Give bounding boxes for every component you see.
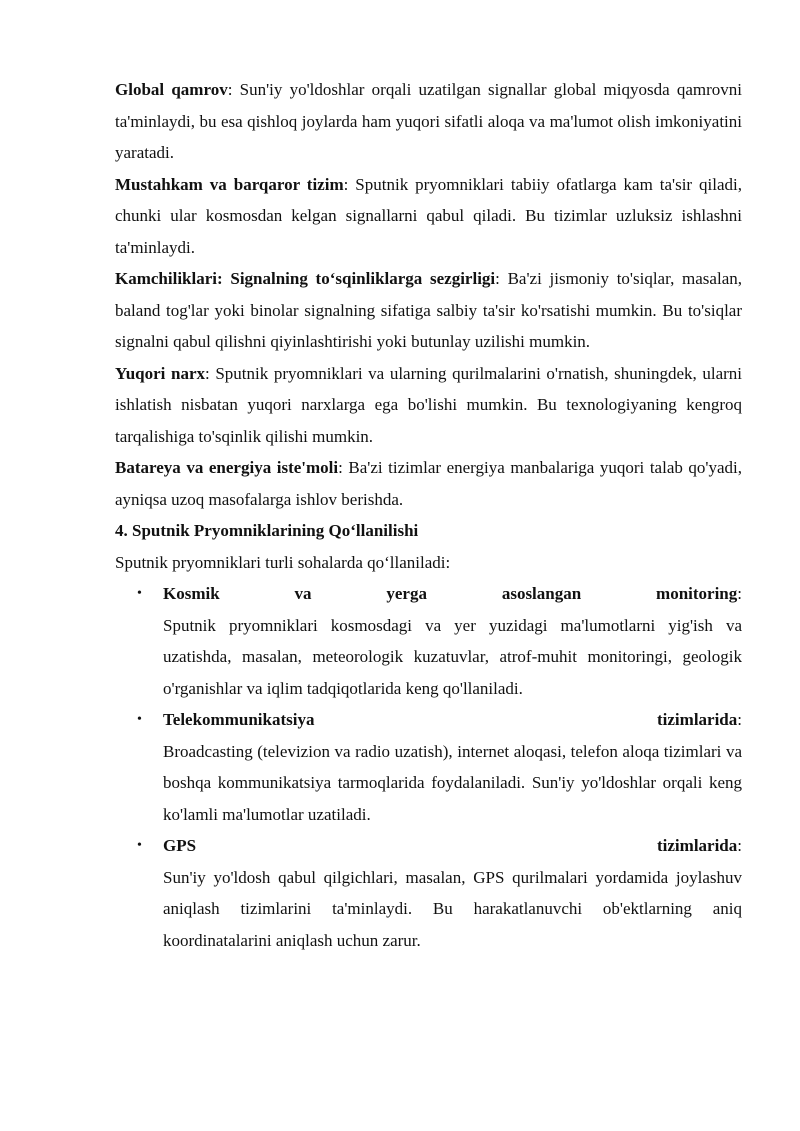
text-global-coverage: : Sun'iy yo'ldoshlar orqali uzatilgan signallar global miqyosda qamrovni ta'minlaydi, bu esa qishloq joylarda ham yuqori sifatli aloqa va ma'lumot olish imkoniyatini yaratadi. [115,80,742,162]
item-title-line [163,830,742,862]
text-battery-energy: : Ba'zi tizimlar energiya manbalariga yuqori talab qo'yadi, ayniqsa uzoq masofalarga ishlov berishda. [115,458,742,509]
section-intro: Sputnik pryomniklari turli sohalarda qo‘llaniladi: [115,552,451,572]
list-item [115,578,742,704]
list-item [115,830,742,956]
term-global-coverage: Global qamrov [115,80,228,99]
section-heading: 4. Sputnik Pryomniklarining Qo‘llanilishi [115,521,419,540]
paragraph-disadvantages [115,263,742,358]
text-high-price: : Sputnik pryomniklari va ularning qurilmalarini o'rnatish, shuningdek, ularni ishlatish nisbatan yuqori narxlarga ega bo'lishi mumkin. Bu texnologiyaning kengroq tarqalishiga to'sqinlik qilishi mumkin. [115,363,742,446]
item-colon: : [737,710,742,729]
paragraph-global-coverage [115,74,742,169]
item-title: GPS tizimlarida [163,836,738,855]
item-colon: : [737,836,742,855]
term-high-price: Yuqori narx [115,363,205,383]
paragraph-high-price [115,358,742,453]
bullet-icon: • [137,838,142,853]
document-page [115,74,742,956]
term-disadvantages: Kamchiliklari: Signalning to‘sqinliklarga sezgirligi [115,269,496,288]
paragraph-battery-energy [115,452,742,515]
bullet-icon: • [137,712,142,727]
bullet-icon: • [137,586,142,601]
item-description: Broadcasting (televizion va radio uzatish), internet aloqasi, telefon aloqa tizimlari va boshqa kommunikatsiya tarmoqlarida foydalaniladi. Sun'iy yo'ldoshlar orqali keng ko'lamli ma'lumotlar uzatiladi. [163,741,742,824]
item-colon: : [737,584,742,603]
item-description: Sputnik pryomniklari kosmosdagi va yer yuzidagi ma'lumotlarni yig'ish va uzatishda, masalan, meteorologik kuzatuvlar, atrof-muhit monitoringi, geologik o'rganishlar va iqlim tadqiqotlarida keng qo'llaniladi. [163,615,742,698]
paragraph-stable-system [115,169,742,264]
list-item [115,704,742,830]
term-battery-energy: Batareya va energiya iste'moli [115,458,339,477]
item-title: Telekommunikatsiya tizimlarida [163,710,738,729]
item-title-line [163,704,742,736]
item-description: Sun'iy yo'ldosh qabul qilgichlari, masalan, GPS qurilmalari yordamida joylashuv aniqlash tizimlarini ta'minlaydi. Bu harakatlanuvchi ob'ektlarning aniq koordinatalarini aniqlash uchun zarur. [163,867,742,950]
term-stable-system: Mustahkam va barqaror tizim [115,174,344,194]
applications-list [115,578,742,956]
item-title: Kosmik va yerga asoslangan monitoring [163,584,738,603]
text-disadvantages: : Ba'zi jismoniy to'siqlar, masalan, baland tog'lar yoki binolar signalning sifatiga salbiy ta'sir ko'rsatishi mumkin. Bu to'siqlar signalni qabul qilishni qiyinlashtirishi yoki butunlay uzilishi mumkin. [115,269,742,351]
item-title-line [163,578,742,610]
text-stable-system: : Sputnik pryomniklari tabiiy ofatlarga kam ta'sir qiladi, chunki ular kosmosdan kelgan signallarni qabul qiladi. Bu tizimlar uzluksiz ishlashni ta'minlaydi. [115,174,742,257]
